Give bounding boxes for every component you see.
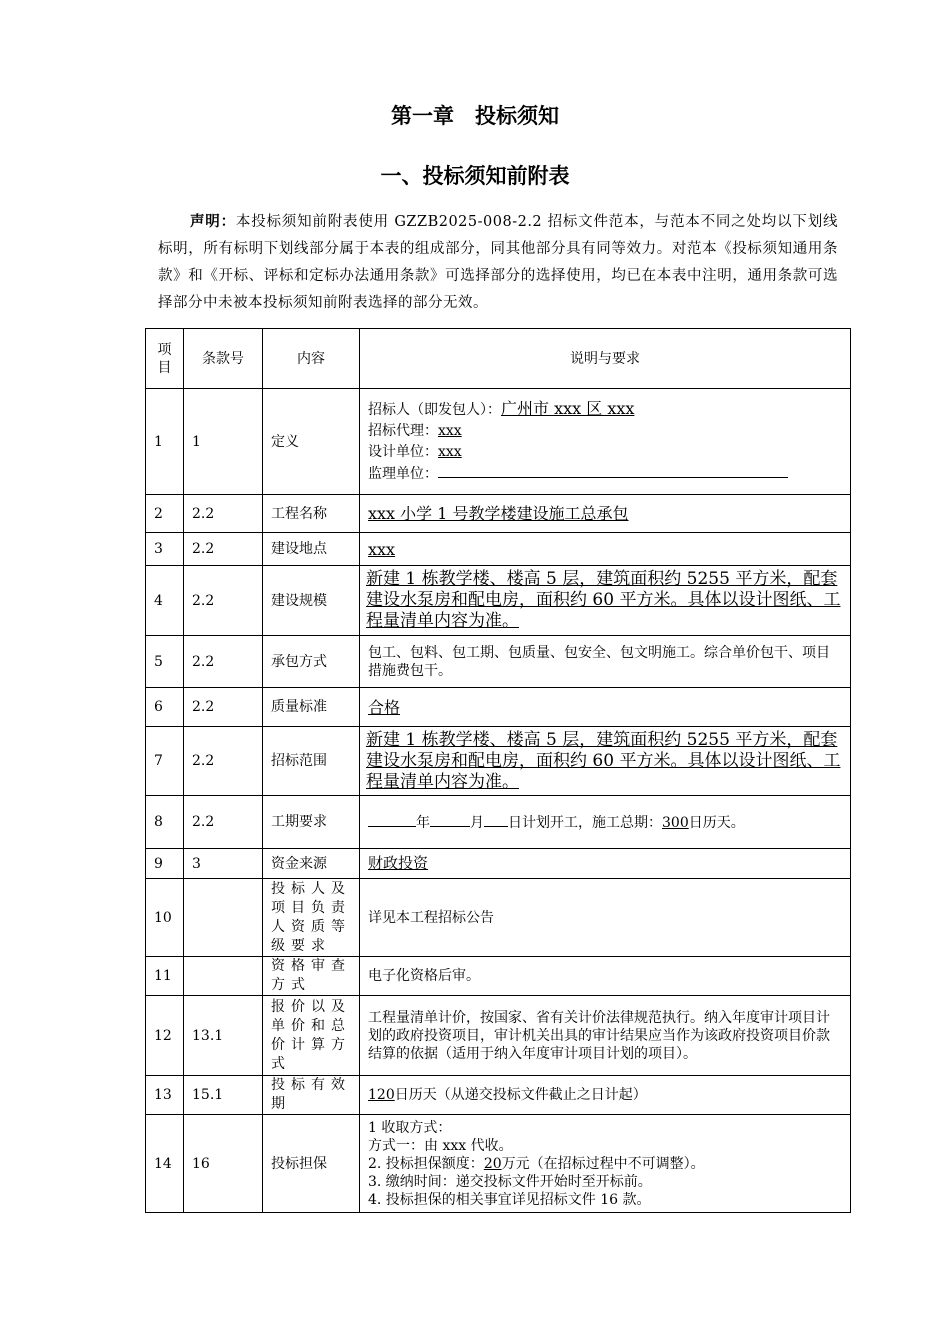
row-clause: 13.1: [184, 996, 263, 1076]
row-number: 9: [146, 849, 184, 879]
row-desc: 电子化资格后审。: [360, 957, 851, 996]
table-row: [146, 796, 851, 849]
row-clause: [184, 957, 263, 996]
month-label: 月: [470, 815, 484, 831]
declaration-text: 本投标须知前附表使用 GZZB2025-008-2.2 招标文件范本，与范本不同之处均以下划线标明，所有标明下划线部分属于本表的组成部分，同其他部分具有同等效力。对范本《投标须知通用条款》和《开标、评标和定标办法通用条款》可选择部分的选择使用，均已在本表中注明，通用条款可选择部分中未被本投标须知前附表选择的部分无效。: [158, 214, 838, 311]
row-desc: [360, 566, 851, 636]
guarantee-line-3: [368, 1155, 842, 1173]
guarantee-line-2: 方式一：由 xxx 代收。: [368, 1137, 513, 1154]
scope-value: 新建 1 栋教学楼、楼高 5 层，建筑面积约 5255 平方米，配套建设水泵房和配电房，面积约 60 平方米。具体以设计图纸、工程量清单内容为准。: [366, 729, 841, 792]
validity-days: 120: [368, 1087, 395, 1103]
row-desc: [360, 849, 851, 879]
row-clause: 3: [184, 849, 263, 879]
agent-label: 招标代理：: [368, 423, 438, 439]
month-blank: [430, 812, 470, 827]
row-clause: 2.2: [184, 796, 263, 849]
funding-value: 财政投资: [368, 854, 429, 872]
row-item: 建设规模: [263, 566, 360, 636]
row-item: 投标有效期: [263, 1076, 360, 1115]
row-item: 质量标准: [263, 688, 360, 727]
row-number: 4: [146, 566, 184, 636]
supervisor-blank: [438, 463, 788, 478]
row-desc: [360, 796, 851, 849]
row-desc: [360, 533, 851, 566]
table-row: [146, 996, 851, 1076]
row-number: 5: [146, 636, 184, 688]
chapter-title: 第一章 投标须知: [391, 104, 559, 128]
row-number: 1: [146, 389, 184, 495]
guarantee-amount-unit: 万元（在招标过程中不可调整）。: [501, 1155, 705, 1172]
year-blank: [368, 812, 416, 827]
guarantee-line-4: 3. 缴纳时间：递交投标文件开始时至开标前。: [368, 1173, 652, 1190]
row-desc: [360, 389, 851, 495]
guarantee-amount-label: 2. 投标担保额度：: [368, 1155, 484, 1172]
table-row: [146, 533, 851, 566]
row-desc: [360, 688, 851, 727]
row-clause: 2.2: [184, 566, 263, 636]
row-number: 6: [146, 688, 184, 727]
row-desc: [360, 495, 851, 533]
row-number: 11: [146, 957, 184, 996]
quality-value: 合格: [368, 697, 401, 717]
row-desc: 详见本工程招标公告: [360, 879, 851, 957]
declaration: [158, 208, 838, 317]
table-row: [146, 727, 851, 796]
row-number: 2: [146, 495, 184, 533]
duration-days: 300: [662, 815, 689, 831]
day-blank: [484, 812, 508, 827]
table-row: [146, 879, 851, 957]
row-clause: 2.2: [184, 636, 263, 688]
row-clause: 15.1: [184, 1076, 263, 1115]
declaration-label: 声明：: [190, 213, 236, 230]
row-item: 投标人及项目负责人资质等级要求: [263, 879, 360, 957]
row-item: 资格审查方式: [263, 957, 360, 996]
row-clause: 2.2: [184, 727, 263, 796]
row-desc: 包工、包料、包工期、包质量、包安全、包文明施工。综合单价包干、项目措施费包干。: [360, 636, 851, 688]
header-clause: 条款号: [184, 329, 263, 389]
guarantee-line-5: 4. 投标担保的相关事宜详见招标文件 16 款。: [368, 1191, 651, 1208]
table-row: [146, 636, 851, 688]
designer-value: xxx: [438, 444, 462, 460]
tenderer-label: 招标人（即发包人）：: [368, 402, 501, 418]
row-item: 报价以及单价和总价计算方式: [263, 996, 360, 1076]
table-header-row: [146, 329, 851, 389]
row-clause: 16: [184, 1115, 263, 1213]
year-label: 年: [416, 815, 430, 831]
table-row: [146, 1115, 851, 1213]
row-clause: [184, 879, 263, 957]
row-desc: [360, 1115, 851, 1213]
supervisor-label: 监理单位：: [368, 466, 438, 482]
row-item: 工程名称: [263, 495, 360, 533]
table-row: [146, 957, 851, 996]
row-item: 定义: [263, 389, 360, 495]
duration-unit: 日历天。: [688, 815, 745, 831]
section-title: 一、投标须知前附表: [380, 164, 570, 188]
row-item: 投标担保: [263, 1115, 360, 1213]
table-row: [146, 849, 851, 879]
guarantee-line-1: 1 收取方式：: [368, 1119, 452, 1136]
row-number: 8: [146, 796, 184, 849]
table-row: [146, 688, 851, 727]
header-requirements: 说明与要求: [360, 329, 851, 389]
table-row: [146, 566, 851, 636]
location-value: xxx: [368, 539, 396, 559]
row-item: 工期要求: [263, 796, 360, 849]
row-item: 建设地点: [263, 533, 360, 566]
designer-label: 设计单位：: [368, 444, 438, 460]
row-clause: 1: [184, 389, 263, 495]
scale-value: 新建 1 栋教学楼、楼高 5 层，建筑面积约 5255 平方米，配套建设水泵房和配电房，面积约 60 平方米。具体以设计图纸、工程量清单内容为准。: [366, 569, 841, 631]
row-number: 10: [146, 879, 184, 957]
header-item: 项目: [146, 329, 184, 389]
row-number: 12: [146, 996, 184, 1076]
project-name: xxx 小学 1 号教学楼建设施工总承包: [368, 504, 629, 523]
table-row: [146, 495, 851, 533]
tenderer-value: 广州市 xxx 区 xxx: [501, 399, 635, 418]
row-number: 7: [146, 727, 184, 796]
row-clause: 2.2: [184, 688, 263, 727]
row-number: 3: [146, 533, 184, 566]
row-item: 招标范围: [263, 727, 360, 796]
bid-notice-table: [145, 328, 851, 1213]
table-row: [146, 389, 851, 495]
row-desc: [360, 1076, 851, 1115]
row-clause: 2.2: [184, 495, 263, 533]
row-clause: 2.2: [184, 533, 263, 566]
row-item: 承包方式: [263, 636, 360, 688]
agent-value: xxx: [438, 423, 462, 439]
start-label: 日计划开工，施工总期：: [508, 815, 662, 831]
table-row: [146, 1076, 851, 1115]
row-item: 资金来源: [263, 849, 360, 879]
header-content: 内容: [263, 329, 360, 389]
row-desc: [360, 727, 851, 796]
row-number: 14: [146, 1115, 184, 1213]
row-desc: 工程量清单计价，按国家、省有关计价法律规范执行。纳入年度审计项目计划的政府投资项目，审计机关出具的审计结果应当作为该政府投资项目价款结算的依据（适用于纳入年度审计项目计划的项目）。: [360, 996, 851, 1076]
row-number: 13: [146, 1076, 184, 1115]
guarantee-amount: 20: [483, 1155, 502, 1172]
validity-text: 日历天（从递交投标文件截止之日计起）: [394, 1087, 647, 1103]
